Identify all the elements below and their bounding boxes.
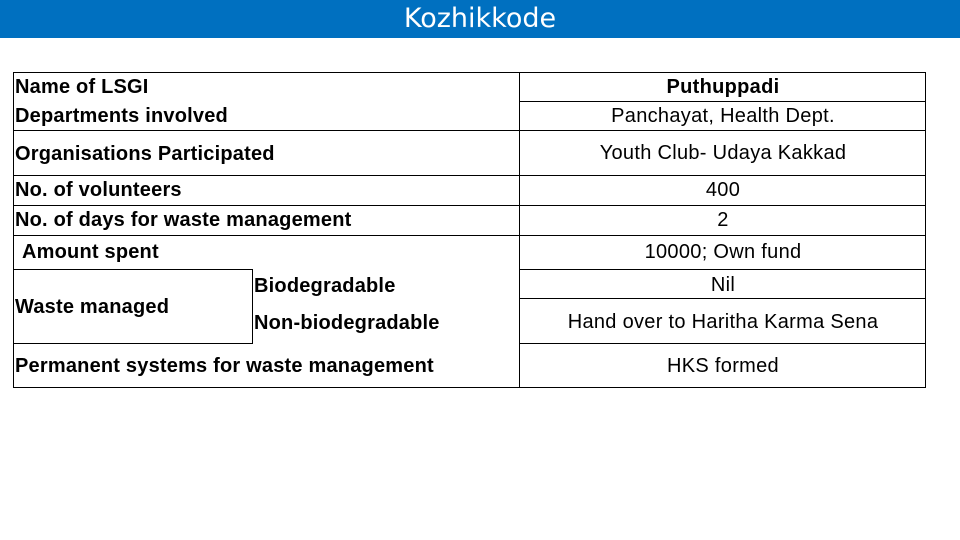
row-divider bbox=[13, 269, 253, 270]
value-departments-involved: Panchayat, Health Dept. bbox=[611, 105, 835, 127]
row-divider bbox=[519, 298, 926, 299]
value-biodegradable: Nil bbox=[710, 274, 736, 296]
row-divider bbox=[13, 175, 926, 176]
value-no-of-volunteers: 400 bbox=[705, 179, 741, 201]
value-permanent-systems: HKS formed bbox=[667, 355, 779, 377]
row-divider bbox=[13, 235, 926, 236]
label-biodegradable: Biodegradable bbox=[254, 275, 396, 297]
row-divider bbox=[519, 269, 926, 270]
value-name-of-lsgi: Puthuppadi bbox=[666, 76, 780, 98]
label-amount-spent: Amount spent bbox=[22, 241, 159, 263]
value-no-of-days: 2 bbox=[717, 209, 729, 231]
label-departments-involved: Departments involved bbox=[15, 105, 228, 127]
table-border-bottom bbox=[13, 387, 926, 388]
row-divider bbox=[519, 101, 926, 102]
label-organisations-participated: Organisations Participated bbox=[15, 143, 275, 165]
value-amount-spent: 10000; Own fund bbox=[644, 241, 802, 263]
label-no-of-days: No. of days for waste management bbox=[15, 209, 352, 231]
value-non-biodegradable: Hand over to Haritha Karma Sena bbox=[567, 311, 879, 333]
waste-cell-divider bbox=[252, 269, 253, 344]
row-divider bbox=[13, 343, 253, 344]
value-organisations-participated: Youth Club- Udaya Kakkad bbox=[599, 142, 847, 164]
label-name-of-lsgi: Name of LSGI bbox=[15, 76, 149, 98]
table-border-left bbox=[13, 72, 14, 388]
label-no-of-volunteers: No. of volunteers bbox=[15, 179, 182, 201]
row-divider bbox=[13, 130, 926, 131]
table-border-top bbox=[13, 72, 926, 73]
label-non-biodegradable: Non-biodegradable bbox=[254, 312, 440, 334]
row-divider bbox=[13, 205, 926, 206]
row-divider bbox=[519, 343, 926, 344]
label-permanent-systems: Permanent systems for waste management bbox=[15, 355, 434, 377]
page-title: Kozhikkode bbox=[403, 3, 557, 34]
label-waste-managed: Waste managed bbox=[15, 296, 170, 318]
